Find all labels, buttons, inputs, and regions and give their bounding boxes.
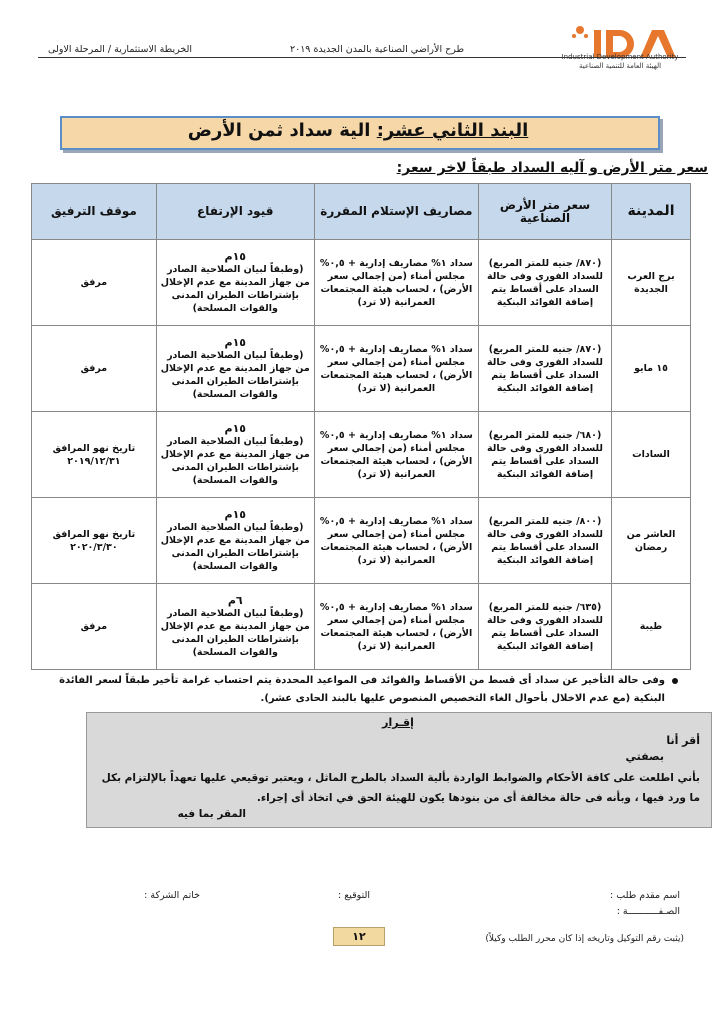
cell-height [156, 412, 314, 498]
cell-height [156, 240, 314, 326]
header-city: المدينة [612, 184, 691, 240]
height-note: (وطبقاً لبيان الصلاحية الصادر من جهاز المدينة مع عدم الإخلال بإشتراطات الطيران المدنى والقوات المسلحة) [160, 264, 310, 314]
cell-city: العاشر من رمضان [612, 498, 691, 584]
logo-subtitle: Industrial Development Authority الهيئة العامة للتنمية الصناعية [561, 53, 679, 70]
acknowledgment-signature: المقر بما فيه [177, 808, 246, 820]
section-subtitle: سعر متر الأرض و آليه السداد طبقاً لاخر سعر: [396, 160, 708, 176]
acknowledgment-name-line: أقر أنا [666, 734, 700, 747]
cell-city: طيبة [612, 584, 691, 670]
table-row [32, 240, 691, 326]
acknowledgment-body: بأني اطلعت على كافة الأحكام والضوابط الواردة بألية السداد بالطرح الماثل ، ويعتبر توقيعي عليها تعهداً بالإلتزام بكل ما ورد فيها ، وبأنه فى حالة مخالفة أى من بنودها يكون للهيئة الحق في اتخاذ أى إجراء. [101, 772, 700, 804]
signature-label: التوقيع : [338, 890, 370, 901]
acknowledgment-title: إقـرار [382, 716, 414, 729]
cell-status: تاريخ نهو المرافق ٢٠١٩/١٢/٣١ [32, 412, 157, 498]
height-value: ١٥م [224, 336, 246, 349]
height-value: ١٥م [224, 422, 246, 435]
table-row [32, 412, 691, 498]
header-price: سعر متر الأرض الصناعية [478, 184, 611, 240]
height-note: (وطبقاً لبيان الصلاحية الصادر من جهاز المدينة مع عدم الإخلال بإشتراطات الطيران المدنى والقوات المسلحة) [160, 436, 310, 486]
applicant-capacity-label: الصـفـــــــــــة : [616, 906, 680, 917]
header-height: قيود الإرتفاع [156, 184, 314, 240]
page-number: ١٢ [333, 927, 385, 946]
cell-price: (٦٨٠/ جنيه للمتر المربع) للسداد الفورى وفى حالة السداد على أقساط يتم إضافة الفوائد البنكية [478, 412, 611, 498]
cell-fees: سداد ١% مصاريف إدارية + ٠,٥% مجلس أمناء (من إجمالي سعر الأرض) ، لحساب هيئة المجتمعات العمرانية (لا ترد) [314, 498, 478, 584]
cell-status: مرفق [32, 584, 157, 670]
cell-city: السادات [612, 412, 691, 498]
height-note: (وطبقاً لبيان الصلاحية الصادر من جهاز المدينة مع عدم الإخلال بإشتراطات الطيران المدنى والقوات المسلحة) [160, 522, 310, 572]
acknowledgment-capacity-line: بصفتي [625, 750, 664, 763]
cell-city: ١٥ مايو [612, 326, 691, 412]
header-divider [38, 57, 686, 58]
cell-height [156, 584, 314, 670]
cell-status: مرفق [32, 326, 157, 412]
height-value: ٦م [227, 594, 243, 607]
cell-fees: سداد ١% مصاريف إدارية + ٠,٥% مجلس أمناء (من إجمالي سعر الأرض) ، لحساب هيئة المجتمعات العمرانية (لا ترد) [314, 326, 478, 412]
height-value: ١٥م [224, 508, 246, 521]
company-stamp-label: خاتم الشركة : [144, 890, 200, 901]
header-subtitle: الخريطة الاستثمارية / المرحلة الاولى [48, 44, 193, 55]
header-fees: مصاريف الإستلام المقررة [314, 184, 478, 240]
section-title: البند الثاني عشر: الية سداد ثمن الأرض [187, 120, 529, 141]
header-title: طرح الأراضي الصناعية بالمدن الجديدة ٢٠١٩ [290, 44, 465, 55]
cell-price: (٨٧٠/ جنيه للمتر المربع) للسداد الفورى وفى حالة السداد على أقساط يتم إضافة الفوائد البنكية [478, 326, 611, 412]
cell-height [156, 326, 314, 412]
header-status: موقف الترفيق [32, 184, 157, 240]
cell-fees: سداد ١% مصاريف إدارية + ٠,٥% مجلس أمناء (من إجمالي سعر الأرض) ، لحساب هيئة المجتمعات العمرانية (لا ترد) [314, 240, 478, 326]
cell-price: (٨٠٠/ جنيه للمتر المربع) للسداد الفورى وفى حالة السداد على أقساط يتم إضافة الفوائد البنكية [478, 498, 611, 584]
height-note: (وطبقاً لبيان الصلاحية الصادر من جهاز المدينة مع عدم الإخلال بإشتراطات الطيران المدنى والقوات المسلحة) [160, 608, 310, 658]
height-note: (وطبقاً لبيان الصلاحية الصادر من جهاز المدينة مع عدم الإخلال بإشتراطات الطيران المدنى والقوات المسلحة) [160, 350, 310, 400]
bullet-icon [672, 678, 678, 684]
proxy-note: (يثبت رقم التوكيل وتاريخه إذا كان محرر الطلب وكيلاً) [485, 934, 684, 944]
cell-price: (٨٧٠/ جنيه للمتر المربع) للسداد الفورى وفى حالة السداد على أقساط يتم إضافة الفوائد البنكية [478, 240, 611, 326]
applicant-name-label: اسم مقدم طلب : [610, 890, 680, 901]
table-row [32, 584, 691, 670]
cell-fees: سداد ١% مصاريف إدارية + ٠,٥% مجلس أمناء (من إجمالي سعر الأرض) ، لحساب هيئة المجتمعات العمرانية (لا ترد) [314, 412, 478, 498]
table-row [32, 498, 691, 584]
cell-price: (٦٣٥/ جنيه للمتر المربع) للسداد الفورى وفى حالة السداد على أقساط يتم إضافة الفوائد البنكية [478, 584, 611, 670]
cell-height [156, 498, 314, 584]
cell-fees: سداد ١% مصاريف إدارية + ٠,٥% مجلس أمناء (من إجمالي سعر الأرض) ، لحساب هيئة المجتمعات العمرانية (لا ترد) [314, 584, 478, 670]
cell-status: تاريخ نهو المرافق ٢٠٢٠/٣/٣٠ [32, 498, 157, 584]
late-payment-note: وفى حالة التأخير عن سداد أى قسط من الأقساط والفوائد فى المواعيد المحددة يتم احتساب غرامة تأخير طبقاً لسعر الفائدة البنكية (مع عدم الاخلال بأحوال الغاء التخصيص المنصوص عليها بالبند الحادى عشر). [59, 675, 665, 704]
height-value: ١٥م [224, 250, 246, 263]
pricing-table [31, 183, 691, 670]
cell-status: مرفق [32, 240, 157, 326]
table-row [32, 326, 691, 412]
table-header-row [32, 184, 691, 240]
cell-city: برج العرب الجديدة [612, 240, 691, 326]
